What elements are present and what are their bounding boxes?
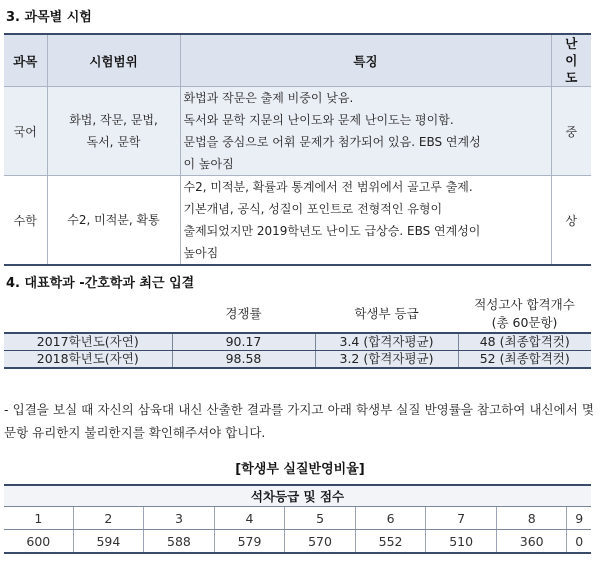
- header-feature: 특징: [180, 34, 551, 87]
- admission-table-header: [4, 296, 591, 333]
- header-grade-score: 석차등급 및 점수: [4, 485, 591, 507]
- competition-cell: 90.17: [172, 333, 315, 351]
- header-subject: 과목: [4, 34, 47, 87]
- range-line: 화법, 작문, 문법,: [69, 113, 158, 127]
- header-range: 시험범위: [47, 34, 180, 87]
- subject-table-header: [4, 34, 591, 87]
- feature-cell: [180, 176, 551, 266]
- feature-line: 수2, 미적분, 확률과 통계에서 전 범위에서 골고루 출제.: [183, 180, 473, 194]
- score-cell: 579: [214, 530, 285, 554]
- aptitude-cell: 48 (최종합격컷): [458, 333, 591, 351]
- header-aptitude: [458, 296, 591, 333]
- header-level-label: 난이도: [565, 36, 578, 85]
- year-cell: 2017학년도(자연): [4, 333, 172, 351]
- feature-line: 이 높아짐: [183, 157, 234, 171]
- range-line: 독서, 문학: [86, 135, 141, 149]
- subject-cell: 국어: [4, 87, 47, 176]
- grade-cell: 8: [496, 507, 567, 530]
- table-row-2017: [4, 333, 591, 351]
- header-grade: 학생부 등급: [315, 296, 458, 333]
- score-cell: 588: [144, 530, 215, 554]
- grade-row: [4, 507, 591, 530]
- grade-cell: 6: [355, 507, 426, 530]
- range-cell: [47, 87, 180, 176]
- feature-line: 기본개념, 공식, 성질이 포인트로 전형적인 유형이: [183, 202, 443, 216]
- grade-cell: 7: [426, 507, 497, 530]
- grade-cell: 2: [73, 507, 144, 530]
- feature-cell: [180, 87, 551, 176]
- subject-exam-table: [4, 33, 591, 266]
- grade-cell: 1: [4, 507, 73, 530]
- level-cell: 중: [551, 87, 591, 176]
- subject-cell: 수학: [4, 176, 47, 266]
- score-cell: 360: [496, 530, 567, 554]
- header-competition: 경쟁률: [172, 296, 315, 333]
- score-cell: 570: [285, 530, 356, 554]
- feature-line: 화법과 작문은 출제 비중이 낮음.: [183, 91, 354, 105]
- section-title-subjects: 3. 과목별 시험: [6, 10, 92, 25]
- year-cell: 2018학년도(자연): [4, 351, 172, 369]
- score-cell: 510: [426, 530, 497, 554]
- admission-note: - 입결을 보실 때 자신의 삼육대 내신 산출한 결과를 가지고 아래 학생부 실질 반영률을 참고하여 내신에서 몇 문항 유리한지 불리한지를 확인해주셔야 합니다.: [4, 402, 594, 440]
- score-row: [4, 530, 591, 554]
- range-line: 수2, 미적분, 확통: [67, 213, 160, 227]
- grade-cell: 5: [285, 507, 356, 530]
- grade-ratio-table: [4, 484, 591, 554]
- admission-results-table: [4, 296, 591, 369]
- range-cell: [47, 176, 180, 266]
- grade-cell: 9: [567, 507, 591, 530]
- feature-line: 높아짐: [183, 246, 219, 260]
- score-cell: 594: [73, 530, 144, 554]
- ratio-table-header: [4, 485, 591, 507]
- ratio-title: [학생부 실질반영비율]: [235, 462, 365, 477]
- table-row-korean: [4, 87, 591, 176]
- score-cell: 552: [355, 530, 426, 554]
- section-title-admission: 4. 대표학과 -간호학과 최근 입결: [6, 276, 195, 291]
- header-aptitude-line2: (총 60문항): [491, 315, 558, 330]
- grade-cell: 3.4 (합격자평균): [315, 333, 458, 351]
- table-row-math: [4, 176, 591, 266]
- score-cell: 0: [567, 530, 591, 554]
- header-aptitude-line1: 적성고사 합격개수: [474, 297, 575, 312]
- header-blank: [4, 296, 172, 333]
- feature-line: 독서와 문학 지문의 난이도와 문제 난이도는 평이함.: [183, 113, 454, 127]
- table-row-2018: [4, 351, 591, 369]
- feature-line: 문법을 중심으로 어휘 문제가 첨가되어 있음. EBS 연계성: [183, 135, 481, 149]
- header-level: [551, 34, 591, 87]
- grade-cell: 4: [214, 507, 285, 530]
- feature-line: 출제되었지만 2019학년도 난이도 급상승. EBS 연계성이: [183, 224, 481, 238]
- grade-cell: 3.2 (합격자평균): [315, 351, 458, 369]
- score-cell: 600: [4, 530, 73, 554]
- competition-cell: 98.58: [172, 351, 315, 369]
- aptitude-cell: 52 (최종합격컷): [458, 351, 591, 369]
- level-cell: 상: [551, 176, 591, 266]
- grade-cell: 3: [144, 507, 215, 530]
